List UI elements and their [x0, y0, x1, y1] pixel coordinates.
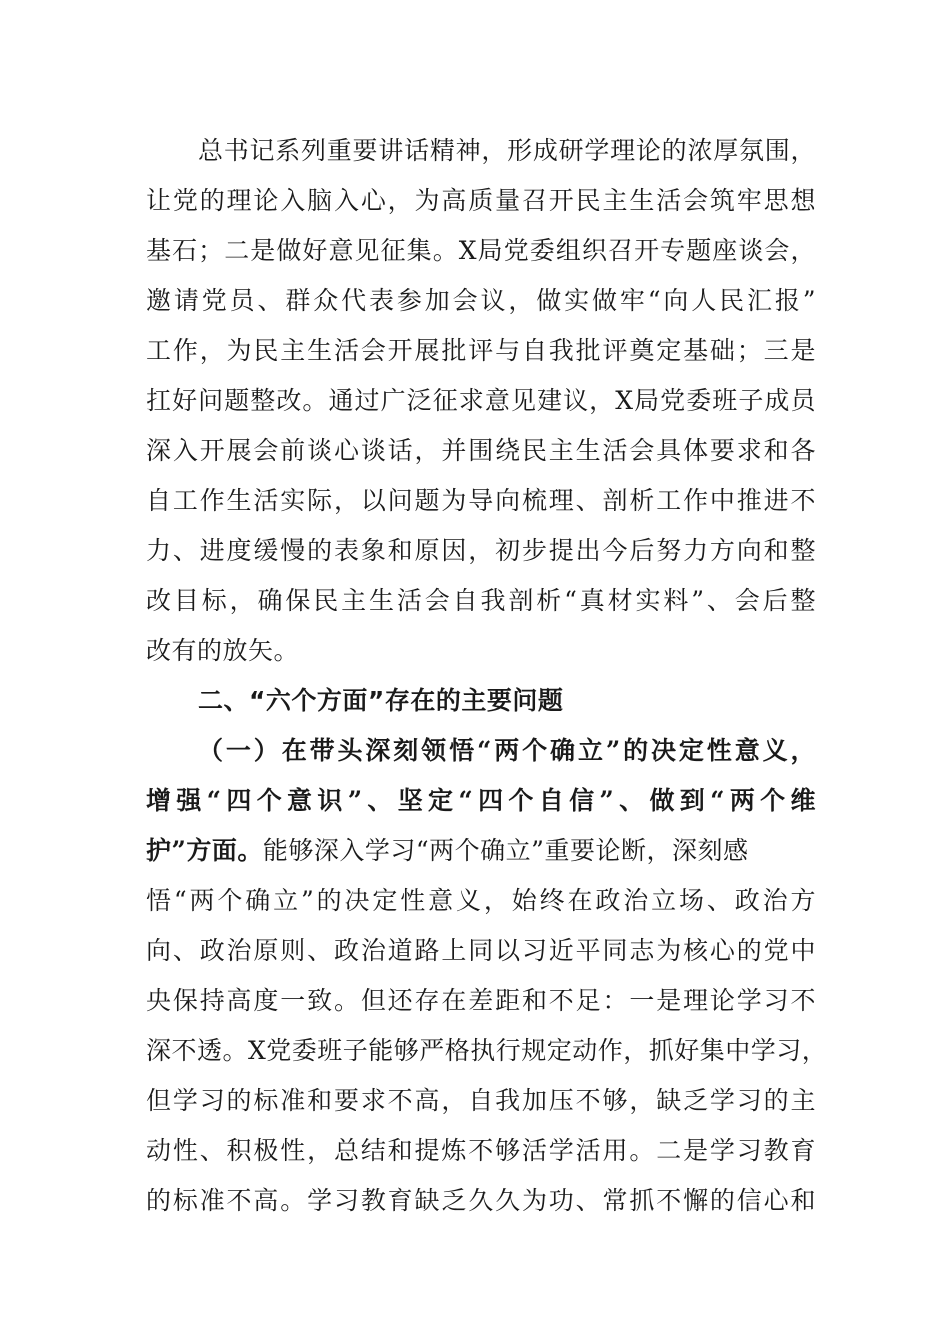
- paragraph-line: 深不透。X党委班子能够严格执行规定动作，抓好集中学习，: [146, 1036, 828, 1065]
- paragraph-line: 改目标，确保民主生活会自我剖析“真材实料”、会后整: [146, 586, 816, 615]
- paragraph-line: 扛好问题整改。通过广泛征求意见建议，X局党委班子成员: [146, 386, 816, 415]
- document-body: [146, 126, 828, 1226]
- paragraph-line: 自工作生活实际，以问题为导向梳理、剖析工作中推进不: [146, 486, 816, 515]
- paragraph-line: 邀请党员、群众代表参加会议，做实做牢“向人民汇报”: [146, 286, 816, 315]
- paragraph-line: 但学习的标准和要求不高，自我加压不够，缺乏学习的主: [146, 1086, 816, 1115]
- paragraph-line: 向、政治原则、政治道路上同以习近平同志为核心的党中: [146, 936, 816, 965]
- paragraph-line: 的标准不高。学习教育缺乏久久为功、常抓不懈的信心和: [146, 1186, 816, 1215]
- mixed-line: [146, 826, 816, 876]
- paragraph-line: 悟“两个确立”的决定性意义，始终在政治立场、政治方: [146, 886, 816, 915]
- paragraph-line: 深入开展会前谈心谈话，并围绕民主生活会具体要求和各: [146, 436, 816, 465]
- paragraph-line: 工作，为民主生活会开展批评与自我批评奠定基础；三是: [146, 336, 816, 365]
- paragraph-line: 总书记系列重要讲话精神，形成研学理论的浓厚氛围，: [198, 136, 816, 165]
- paragraph-line: 动性、积极性，总结和提炼不够活学活用。二是学习教育: [146, 1136, 816, 1165]
- section-heading: 二、“六个方面”存在的主要问题: [198, 686, 564, 715]
- paragraph-text: 能够深入学习“两个确立”重要论断，深刻感: [262, 836, 749, 865]
- paragraph-line: 力、进度缓慢的表象和原因，初步提出今后努力方向和整: [146, 536, 816, 565]
- subsection-heading-tail: 护”方面。: [146, 836, 263, 865]
- paragraph-line: 基石；二是做好意见征集。X局党委组织召开专题座谈会，: [146, 236, 816, 265]
- paragraph-line: 让党的理论入脑入心，为高质量召开民主生活会筑牢思想: [146, 186, 816, 215]
- subsection-heading-line: 增强“四个意识”、坚定“四个自信”、做到“两个维: [146, 786, 816, 815]
- paragraph-line: 央保持高度一致。但还存在差距和不足：一是理论学习不: [146, 986, 816, 1015]
- paragraph-line: 改有的放矢。: [146, 636, 300, 665]
- subsection-heading-line: （一）在带头深刻领悟“两个确立”的决定性意义，: [198, 736, 816, 765]
